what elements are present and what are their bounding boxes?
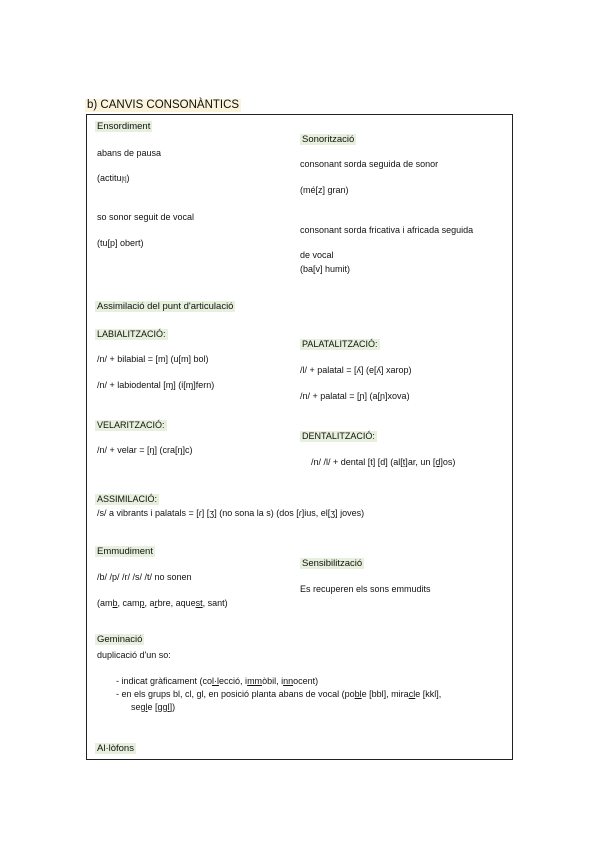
sonoritzacio-example2: (ba[v] humit): [300, 264, 351, 274]
emmudiment-ex-d: p: [139, 598, 145, 608]
dentalitzacio-b2: [d]: [432, 457, 443, 467]
emmudiment-ex-i: t: [200, 598, 203, 608]
labialitzacio-heading: LABIALITZACIÓ:: [97, 329, 166, 339]
palatalitzacio-heading: PALATALITZACIÓ:: [302, 339, 378, 349]
ensordiment-ex1-pre: (actitu: [97, 173, 122, 183]
geminacio-bullet1: [116, 676, 318, 687]
geminacio-heading: Geminació: [97, 634, 143, 645]
ensordiment-example2: (tu[p] obert): [97, 238, 144, 248]
emmudiment-ex-b: b: [112, 598, 118, 608]
geminacio-bullet2: [116, 689, 441, 700]
velaritzacio-heading: VELARITZACIÓ:: [97, 420, 165, 430]
ensordiment-heading: Ensordiment: [97, 121, 151, 132]
emmudiment-ex-j: , sant): [202, 598, 228, 608]
geminacio-b1-mid2: òbil, i: [262, 676, 284, 686]
labialitzacio-line2: /n/ + labiodental [ɱ] (i[ɱ]fern): [97, 380, 215, 390]
sensibilitzacio-line1: Es recuperen els sons emmudits: [300, 584, 431, 594]
ensordiment-example1: [97, 173, 130, 184]
sensibilitzacio-heading: Sensibilització: [302, 558, 363, 569]
ensordiment-line2: so sonor seguit de vocal: [97, 212, 195, 222]
palatalitzacio-line2: /n/ + palatal = [ɲ] (a[ɲ]xova): [300, 391, 410, 401]
geminacio-b2-u3: gl: [140, 702, 148, 712]
section-title: b) CANVIS CONSONÀNTICS: [87, 99, 240, 111]
sonoritzacio-example1: (mé[z] gran): [300, 185, 349, 195]
geminacio-b2-u4: ggl: [157, 702, 170, 712]
sonoritzacio-line1: consonant sorda seguida de sonor: [300, 159, 439, 169]
palatalitzacio-line1: /l/ + palatal = [ʎ] (e[ʎ] xarop): [300, 365, 412, 375]
dentalitzacio-heading: DENTALITZACIÓ:: [302, 431, 375, 441]
dentalitzacio-post: os): [442, 457, 456, 467]
dentalitzacio-line1: [311, 457, 455, 468]
geminacio-b2-mid2: e [kkl],: [415, 689, 442, 699]
sonoritzacio-heading: Sonorització: [302, 134, 355, 145]
geminacio-b2-u1: bl: [354, 689, 362, 699]
ensordiment-ex1-bracket: [t]: [121, 177, 127, 183]
assimilacio-line1: /s/ a vibrants i palatals = [ɾ] [ʒ] (no sona la s) (dos [ɾ]ius, el[ʒ] joves): [97, 508, 365, 518]
dentalitzacio-b1: [t]: [400, 457, 408, 467]
geminacio-b2-l2-pre: se: [131, 702, 141, 712]
emmudiment-ex-f: r: [154, 598, 158, 608]
geminacio-b1-u2: mm: [247, 676, 263, 686]
ensordiment-line1: abans de pausa: [97, 148, 162, 158]
ensordiment-ex1-post: ): [126, 173, 130, 183]
emmudiment-heading: Emmudiment: [97, 546, 153, 557]
geminacio-line1: duplicació d'un so:: [97, 650, 171, 660]
geminacio-b2-l2-post: ]): [169, 702, 176, 712]
dentalitzacio-mid: ar, un: [407, 457, 433, 467]
geminacio-b2-pre: - en els grups bl, cl, gl, en posició planta abans de vocal (po: [116, 689, 355, 699]
geminacio-b2-l2-mid: e [: [147, 702, 158, 712]
assimilacio-heading: ASSIMILACIÓ:: [97, 494, 158, 504]
dentalitzacio-pre: /n/ /l/ + dental [t] [d] (al: [311, 457, 401, 467]
geminacio-b2-u2: cl: [408, 689, 416, 699]
geminacio-b1-mid1: ecció, i: [219, 676, 248, 686]
emmudiment-ex-c: , cam: [117, 598, 140, 608]
emmudiment-example: [97, 598, 228, 609]
geminacio-b1-u3: nn: [283, 676, 294, 686]
emmudiment-ex-a: (am: [97, 598, 113, 608]
emmudiment-ex-e: , a: [144, 598, 155, 608]
geminacio-b1-pre: - indicat gràficament (co: [116, 676, 213, 686]
velaritzacio-line1: /n/ + velar = [ŋ] (cra[ŋ]c): [97, 445, 193, 455]
emmudiment-line1: /b/ /p/ /r/ /s/ /t/ no sonen: [97, 572, 192, 582]
emmudiment-ex-g: bre, aque: [157, 598, 196, 608]
geminacio-bullet2-cont: [131, 702, 175, 713]
assimilacio-punt-heading: Assimilació del punt d'articulació: [97, 301, 234, 312]
emmudiment-ex-h: s: [195, 598, 201, 608]
allofons-heading: Al·lòfons: [97, 743, 134, 754]
labialitzacio-line1: /n/ + bilabial = [m] (u[m] bol): [97, 354, 209, 364]
sonoritzacio-line2b: de vocal: [300, 250, 334, 260]
geminacio-b1-post: ocent): [293, 676, 319, 686]
geminacio-b1-u1: l·l: [212, 676, 220, 686]
geminacio-b2-mid1: e [bbl], mira: [361, 689, 409, 699]
sonoritzacio-line2a: consonant sorda fricativa i africada seguida: [300, 225, 474, 235]
